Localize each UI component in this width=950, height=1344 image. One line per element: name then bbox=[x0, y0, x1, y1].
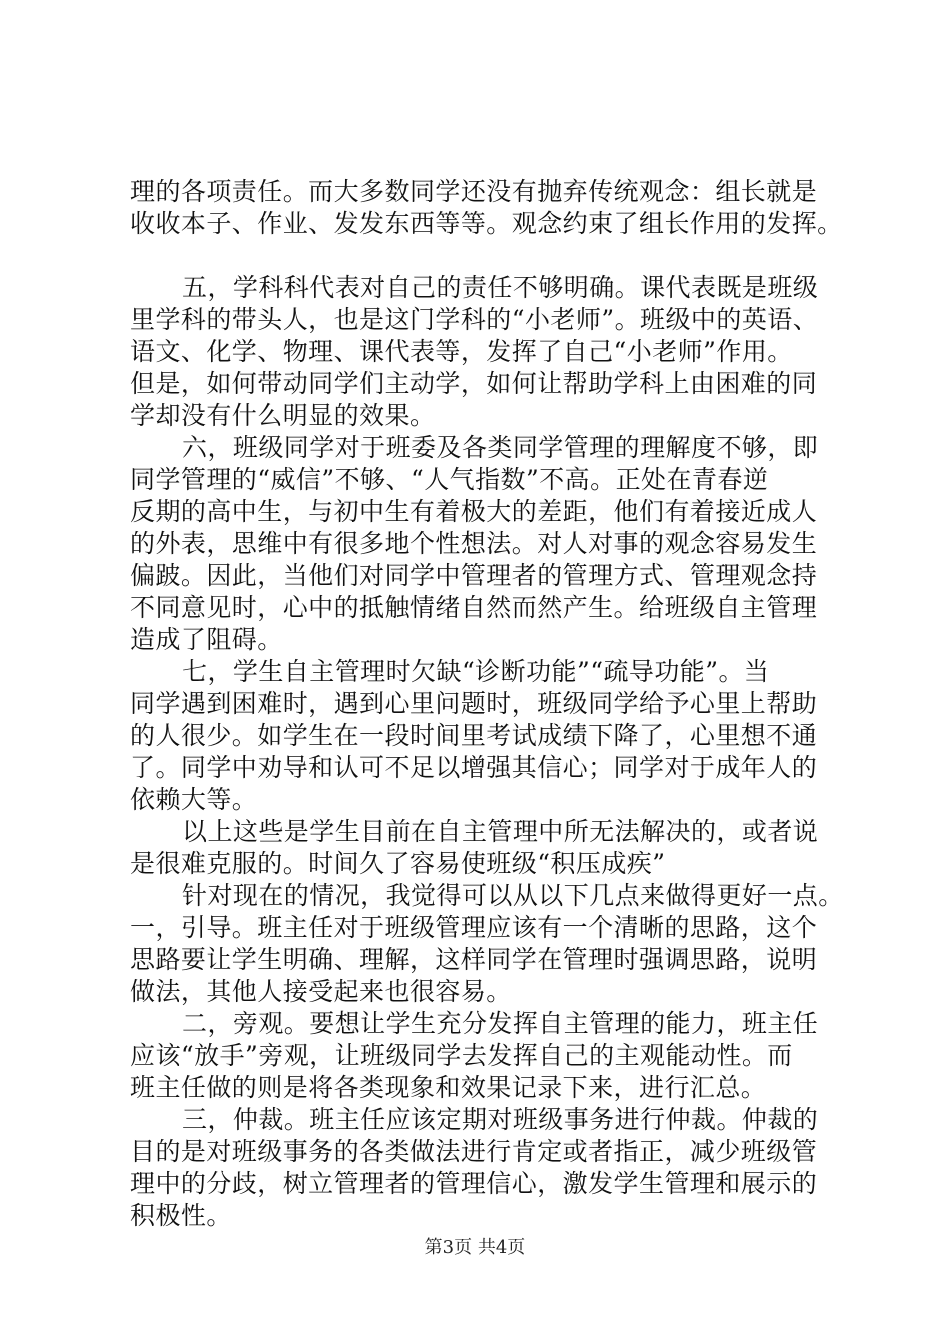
text-line: 依赖大等。 bbox=[130, 785, 258, 814]
text-line: 不同意见时，心中的抵触情绪自然而然产生。给班级自主管理 bbox=[130, 593, 818, 622]
text-line: 一，引导。班主任对于班级管理应该有一个清晰的思路，这个 bbox=[130, 913, 818, 942]
text-line: 语文、化学、物理、课代表等，发挥了自己“小老师”作用。 bbox=[130, 337, 793, 366]
text-line: 理中的分歧，树立管理者的管理信心，激发学生管理和展示的 bbox=[130, 1169, 818, 1198]
text-line: 做法，其他人接受起来也很容易。 bbox=[130, 977, 512, 1006]
text-line: 班主任做的则是将各类现象和效果记录下来，进行汇总。 bbox=[130, 1073, 767, 1102]
text-line: 应该“放手”旁观，让班级同学去发挥自己的主观能动性。而 bbox=[130, 1041, 793, 1070]
text-line: 但是，如何带动同学们主动学，如何让帮助学科上由困难的同 bbox=[130, 369, 818, 398]
text-line: 思路要让学生明确、理解，这样同学在管理时强调思路，说明 bbox=[130, 945, 818, 974]
paragraph-start-line: 五，学科科代表对自己的责任不够明确。课代表既是班级 bbox=[182, 273, 819, 302]
text-line: 学却没有什么明显的效果。 bbox=[130, 401, 436, 430]
page-number-footer: 第3页 共4页 bbox=[424, 1237, 526, 1258]
paragraph-start-line: 针对现在的情况，我觉得可以从以下几点来做得更好一点。 bbox=[182, 881, 844, 910]
paragraph-start-line: 六，班级同学对于班委及各类同学管理的理解度不够，即 bbox=[182, 433, 819, 462]
text-line: 的人很少。如学生在一段时间里考试成绩下降了，心里想不通 bbox=[130, 721, 818, 750]
text-line: 反期的高中生，与初中生有着极大的差距，他们有着接近成人 bbox=[130, 497, 818, 526]
text-line: 理的各项责任。而大多数同学还没有抛弃传统观念：组长就是 bbox=[130, 177, 818, 206]
paragraph-start-line: 七，学生自主管理时欠缺“诊断功能”“疏导功能”。当 bbox=[182, 657, 770, 686]
text-line: 是很难克服的。时间久了容易使班级“积压成疾” bbox=[130, 849, 666, 878]
text-line: 的外表，思维中有很多地个性想法。对人对事的观念容易发生 bbox=[130, 529, 818, 558]
text-line: 积极性。 bbox=[130, 1201, 232, 1230]
text-line: 偏跛。因此，当他们对同学中管理者的管理方式、管理观念持 bbox=[130, 561, 818, 590]
text-line: 里学科的带头人，也是这门学科的“小老师”。班级中的英语、 bbox=[130, 305, 819, 334]
paragraph-start-line: 以上这些是学生目前在自主管理中所无法解决的，或者说 bbox=[182, 817, 819, 846]
paragraph-start-line: 二，旁观。要想让学生充分发挥自主管理的能力，班主任 bbox=[182, 1009, 819, 1038]
text-line: 收收本子、作业、发发东西等等。观念约束了组长作用的发挥。 bbox=[130, 209, 843, 238]
paragraph-start-line: 三，仲裁。班主任应该定期对班级事务进行仲裁。仲裁的 bbox=[182, 1105, 819, 1134]
text-line: 同学管理的“威信”不够、“人气指数”不高。正处在青春逆 bbox=[130, 465, 769, 494]
text-line: 同学遇到困难时，遇到心里问题时，班级同学给予心里上帮助 bbox=[130, 689, 818, 718]
text-line: 了。同学中劝导和认可不足以增强其信心；同学对于成年人的 bbox=[130, 753, 818, 782]
document-body bbox=[130, 176, 842, 1232]
text-line: 目的是对班级事务的各类做法进行肯定或者指正，减少班级管 bbox=[130, 1137, 818, 1166]
text-line: 造成了阻碍。 bbox=[130, 625, 283, 654]
